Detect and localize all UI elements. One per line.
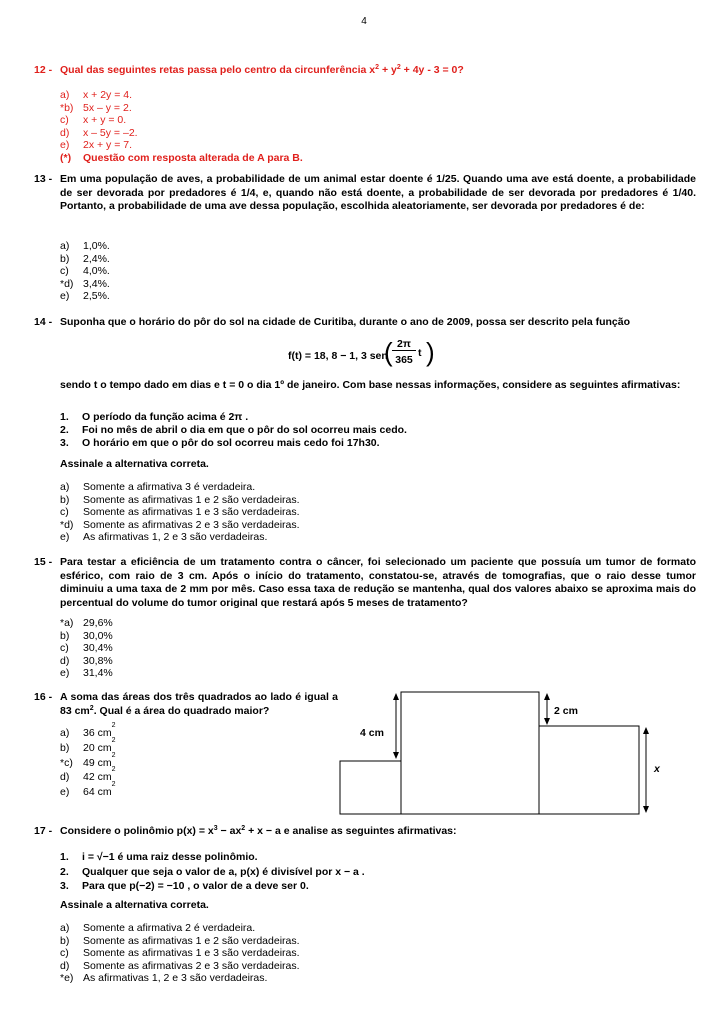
question-text: A soma das áreas dos três quadrados ao lado é igual a 83 $cm^2$. Qual é a área do quadrado maior?	[60, 691, 338, 717]
option: d) 30,8%	[60, 654, 113, 667]
option: c) Somente as afirmativas 1 e 3 são verdadeiras.	[60, 506, 300, 519]
question-16	[34, 691, 338, 718]
option: e) As afirmativas 1, 2 e 3 são verdadeiras.	[60, 531, 268, 544]
question-text: Suponha que o horário do pôr do sol na cidade de Curitiba, durante o ano de 2009, possa ser descrito pela função	[60, 316, 631, 328]
arrow-up-icon	[393, 693, 399, 700]
prompt: Assinale a alternativa correta.	[60, 899, 209, 911]
option: b) Somente as afirmativas 1 e 2 são verdadeiras.	[60, 493, 300, 506]
statement: 2. Foi no mês de abril o dia em que o pôr do sol ocorreu mais cedo.	[60, 423, 407, 436]
option: *a) 29,6%	[60, 617, 113, 629]
option: b) 30,0%	[60, 629, 113, 642]
option: *d) Somente as afirmativas 2 e 3 são verdadeiras.	[60, 518, 300, 531]
option: a) Somente a afirmativa 2 é verdadeira.	[60, 922, 256, 934]
option: *b) 5x – y = 2.	[60, 101, 132, 114]
question-text: Qual das seguintes retas passa pelo centro da circunferência $x^2 + y^2 + 4y - 3 = 0$?	[60, 64, 464, 76]
squares-diagram	[336, 688, 676, 820]
question-13	[34, 173, 696, 214]
exponent: 2	[396, 64, 401, 71]
option: e) 2x + y = 7.	[60, 139, 133, 152]
option: c) 4,0%.	[60, 265, 110, 278]
question-number: 17 -	[34, 825, 53, 837]
paren-left: (	[384, 337, 393, 367]
option: e) 31,4%	[60, 667, 113, 680]
label-4cm: 4 cm	[360, 727, 384, 739]
option: b) Somente as afirmativas 1 e 2 são verdadeiras.	[60, 934, 300, 947]
statement: 1. O período da função acima é 2π .	[60, 411, 249, 423]
options-12	[60, 89, 303, 165]
option: e) 64 cm 2	[60, 781, 116, 799]
arrow-down-icon	[643, 806, 649, 813]
option: c) Somente as afirmativas 1 e 3 são verdadeiras.	[60, 947, 300, 960]
option: *e) As afirmativas 1, 2 e 3 são verdadeiras.	[60, 972, 268, 985]
statement: 1. i = √−1 é uma raiz desse polinômio.	[60, 851, 258, 863]
option: c) x + y = 0.	[60, 114, 127, 127]
question-number: 16 -	[34, 691, 53, 703]
large-square	[401, 692, 539, 814]
statement: 3. Para que p(−2) = −10 , o valor de a deve ser 0.	[60, 880, 309, 892]
option: d) 42 cm 2	[60, 766, 116, 784]
arrow-down-icon	[393, 752, 399, 759]
label-x: x	[654, 763, 660, 775]
option: b) 20 cm 2	[60, 736, 116, 754]
prompt: Assinale a alternativa correta.	[60, 458, 209, 470]
answer-note: (*) Questão com resposta alterada de A para B.	[60, 151, 303, 164]
paren-right: )	[426, 337, 435, 367]
exponent: 2	[89, 704, 94, 712]
arrow-up-icon	[544, 693, 550, 700]
option: d) Somente as afirmativas 2 e 3 são verdadeiras.	[60, 959, 300, 972]
option: d) x – 5y = –2.	[60, 126, 138, 139]
question-15	[34, 556, 696, 610]
statement: 2. Qualquer que seja o valor de a, p(x) é divisível por x − a .	[60, 865, 365, 878]
question-text: Em uma população de aves, a probabilidade de um animal estar doente é 1/25. Quando uma ave está doente, a probabilidade de ser devorada por predadores é 1/4, e, quando não está doente, a probabilidade de ser devorada por predadores é 1/40. Portanto, a probabilidade de uma ave dessa população, escolhida aleatoriamente, ser devorada por predadores é de:	[60, 173, 697, 212]
statements-14	[60, 411, 407, 449]
option: *c) 49 cm 2	[60, 751, 116, 769]
question-text: Para testar a eficiência de um tratamento contra o câncer, foi selecionado um paciente que possuía um tumor de formato esférico, com raio de 3 cm. Após o início do tratamento, constatou-se, através de tomografias, que o raio desse tumor diminuiu a uma taxa de 2 mm por mês. Caso essa taxa de redução se mantenha, qual dos valores abaixo se aproxima mais do percentual do volume do tumor original que restará após 5 meses de tratamento?	[60, 556, 696, 609]
question-number: 13 -	[34, 173, 53, 185]
statement: 3. O horário em que o pôr do sol ocorreu mais cedo foi 17h30.	[60, 436, 380, 449]
option: b) 2,4%.	[60, 252, 110, 265]
option: a) x + 2y = 4.	[60, 89, 133, 101]
medium-square	[539, 726, 639, 814]
question-number: 14 -	[34, 316, 53, 328]
option: a) 36 cm 2	[60, 722, 116, 739]
statements-17	[60, 850, 365, 894]
option: a) 1,0%.	[60, 240, 110, 252]
arrow-down-icon	[544, 718, 550, 725]
small-square	[340, 761, 401, 814]
question-number: 12 -	[34, 64, 53, 76]
options-15	[60, 617, 113, 680]
question-17	[34, 825, 696, 839]
question-14-description: sendo t o tempo dado em dias e t = 0 o dia 1º de janeiro. Com base nessas informações, considere as seguintes afirmativas:	[60, 379, 681, 391]
question-12	[34, 64, 696, 78]
label-2cm: 2 cm	[554, 705, 578, 717]
option: a) Somente a afirmativa 3 é verdadeira.	[60, 481, 256, 493]
option: c) 30,4%	[60, 642, 113, 655]
options-13	[60, 240, 110, 303]
option: *d) 3,4%.	[60, 277, 110, 290]
page-number: 4	[361, 16, 367, 27]
option: e) 2,5%.	[60, 290, 110, 303]
options-14	[60, 481, 300, 544]
options-16	[60, 722, 116, 800]
question-number: 15 -	[34, 556, 53, 568]
question-14	[34, 316, 696, 330]
options-17	[60, 922, 300, 985]
arrow-up-icon	[643, 727, 649, 734]
question-text: Considere o polinômio $p(x) = x^3 - ax^2 + x - a$ e analise as seguintes afirmativas:	[60, 825, 457, 837]
